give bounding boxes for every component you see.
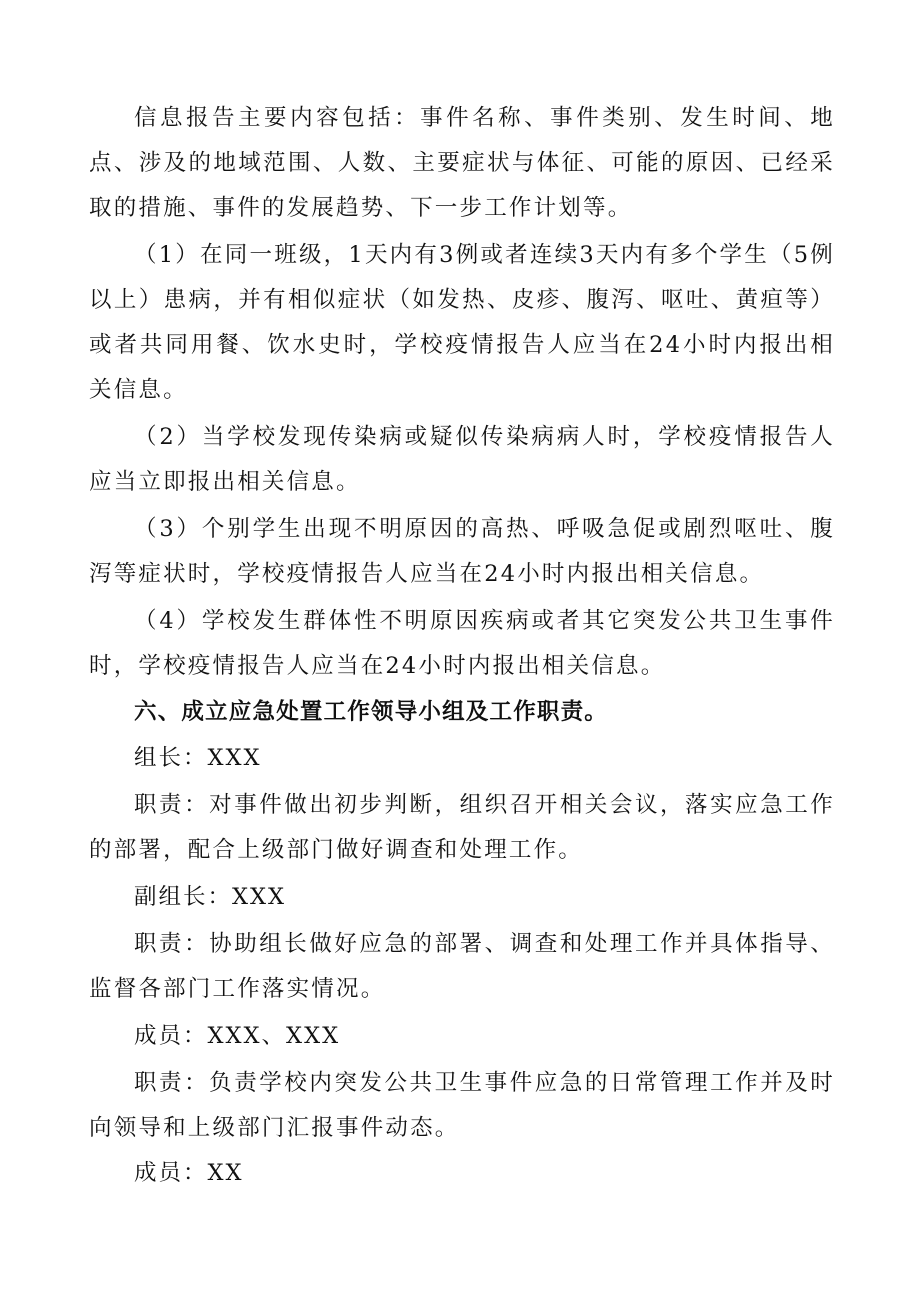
members-line-2: 成员：XX [134, 1160, 244, 1186]
rule-paragraph-1: （1）在同一班级，1天内有3例或者连续3天内有多个学生（5例以上）患病，并有相似症状（如发热、皮疹、腹泻、呕吐、黄疸等）或者共同用餐、饮水史时，学校疫情报告人应当在24小时内报出相关信息。 [89, 242, 835, 403]
rule-paragraph-3: （3）个别学生出现不明原因的高热、呼吸急促或剧烈呕吐、腹泻等症状时，学校疫情报告人应当在24小时内报出相关信息。 [89, 516, 835, 587]
document-body [89, 96, 835, 1196]
section-heading: 六、成立应急处置工作领导小组及工作职责。 [134, 699, 609, 725]
rule-paragraph-4: （4）学校发生群体性不明原因疾病或者其它突发公共卫生事件时，学校疫情报告人应当在24小时内报出相关信息。 [89, 608, 835, 679]
rule-paragraph-2: （2）当学校发现传染病或疑似传染病病人时，学校疫情报告人应当立即报出相关信息。 [89, 424, 835, 495]
members-duty-paragraph: 职责：负责学校内突发公共卫生事件应急的日常管理工作并及时向领导和上级部门汇报事件动态。 [89, 1070, 835, 1141]
members-line: 成员：XXX、XXX [134, 1023, 341, 1049]
deputy-leader-line: 副组长：XXX [134, 884, 287, 910]
leader-line: 组长：XXX [134, 745, 262, 771]
deputy-duty-paragraph: 职责：协助组长做好应急的部署、调查和处理工作并具体指导、监督各部门工作落实情况。 [89, 931, 835, 1002]
leader-duty-paragraph: 职责：对事件做出初步判断，组织召开相关会议，落实应急工作的部署，配合上级部门做好调查和处理工作。 [89, 792, 835, 863]
info-contents-paragraph: 信息报告主要内容包括：事件名称、事件类别、发生时间、地点、涉及的地域范围、人数、主要症状与体征、可能的原因、已经采取的措施、事件的发展趋势、下一步工作计划等。 [89, 105, 835, 221]
